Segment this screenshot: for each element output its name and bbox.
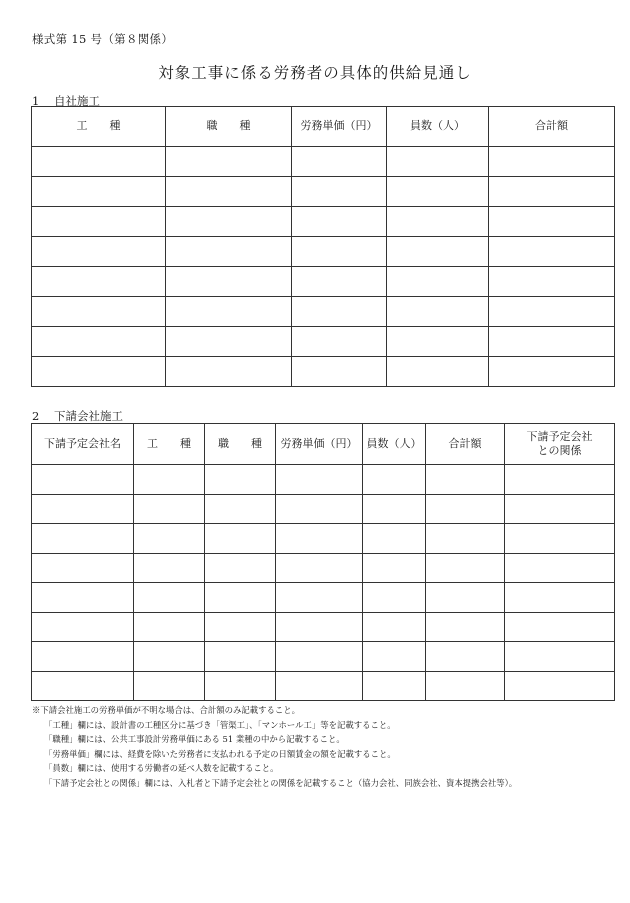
header-relationship: 下請予定会社 との関係 xyxy=(505,424,615,465)
subcontract-cell[interactable] xyxy=(32,465,134,495)
header-job-type: 職 種 xyxy=(166,107,292,147)
self-construction-cell[interactable] xyxy=(166,267,292,297)
self-construction-cell[interactable] xyxy=(32,327,166,357)
section1-title: 自社施工 xyxy=(54,94,100,108)
self-construction-cell[interactable] xyxy=(387,207,489,237)
subcontract-cell[interactable] xyxy=(276,671,363,701)
table-row xyxy=(32,147,615,177)
subcontract-cell[interactable] xyxy=(505,494,615,524)
subcontract-cell[interactable] xyxy=(276,494,363,524)
self-construction-cell[interactable] xyxy=(489,207,615,237)
self-construction-cell[interactable] xyxy=(387,147,489,177)
subcontract-cell[interactable] xyxy=(505,524,615,554)
header-unit-wage: 労務単価（円） xyxy=(292,107,387,147)
header-total: 合計額 xyxy=(426,424,505,465)
subcontract-cell[interactable] xyxy=(205,465,276,495)
subcontract-cell[interactable] xyxy=(363,671,426,701)
subcontract-cell[interactable] xyxy=(426,583,505,613)
self-construction-cell[interactable] xyxy=(292,267,387,297)
section2-title: 下請会社施工 xyxy=(54,409,123,423)
self-construction-cell[interactable] xyxy=(166,357,292,387)
self-construction-cell[interactable] xyxy=(387,267,489,297)
form-number: 様式第 15 号（第８関係） xyxy=(32,32,174,46)
table-row xyxy=(32,297,615,327)
table-row xyxy=(32,327,615,357)
subcontract-cell[interactable] xyxy=(276,524,363,554)
subcontract-cell[interactable] xyxy=(205,553,276,583)
subcontract-cell[interactable] xyxy=(426,465,505,495)
note-line: 「工種」欄には、設計書の工種区分に基づき「管渠工」、「マンホール工」等を記載すること。 xyxy=(44,719,396,730)
self-construction-cell[interactable] xyxy=(32,207,166,237)
subcontract-cell[interactable] xyxy=(134,612,205,642)
header-headcount: 員数（人） xyxy=(363,424,426,465)
table-row xyxy=(32,177,615,207)
subcontract-cell[interactable] xyxy=(276,583,363,613)
subcontract-cell[interactable] xyxy=(32,642,134,672)
subcontract-cell[interactable] xyxy=(134,465,205,495)
self-construction-cell[interactable] xyxy=(32,237,166,267)
self-construction-cell[interactable] xyxy=(166,177,292,207)
self-construction-cell[interactable] xyxy=(292,327,387,357)
subcontract-cell[interactable] xyxy=(363,524,426,554)
subcontract-cell[interactable] xyxy=(205,583,276,613)
self-construction-cell[interactable] xyxy=(489,177,615,207)
self-construction-cell[interactable] xyxy=(32,267,166,297)
subcontract-cell[interactable] xyxy=(205,671,276,701)
header-work-type: 工 種 xyxy=(32,107,166,147)
subcontract-cell[interactable] xyxy=(505,642,615,672)
note-line: 「員数」欄には、使用する労働者の延べ人数を記載すること。 xyxy=(44,763,279,774)
table-header-row xyxy=(32,107,615,147)
note-line: ※下請会社施工の労務単価が不明な場合は、合計額のみ記載すること。 xyxy=(32,705,300,715)
subcontract-cell[interactable] xyxy=(205,642,276,672)
subcontract-cell[interactable] xyxy=(426,524,505,554)
table-row xyxy=(32,465,615,495)
subcontract-cell[interactable] xyxy=(426,612,505,642)
note-line: 「下請予定会社との関係」欄には、入札者と下請予定会社との関係を記載すること（協力会社、同族会社、資本提携会社等）。 xyxy=(44,777,518,788)
header-unit-wage: 労務単価（円） xyxy=(276,424,363,465)
subcontract-cell[interactable] xyxy=(363,612,426,642)
subcontract-cell[interactable] xyxy=(505,671,615,701)
subcontract-cell[interactable] xyxy=(363,553,426,583)
subcontract-cell[interactable] xyxy=(426,671,505,701)
subcontract-cell[interactable] xyxy=(205,494,276,524)
table-header-row xyxy=(32,424,615,465)
subcontract-cell[interactable] xyxy=(134,583,205,613)
subcontract-cell[interactable] xyxy=(32,671,134,701)
subcontract-cell[interactable] xyxy=(32,524,134,554)
subcontract-cell[interactable] xyxy=(363,494,426,524)
subcontract-cell[interactable] xyxy=(363,465,426,495)
self-construction-cell[interactable] xyxy=(166,207,292,237)
subcontract-cell[interactable] xyxy=(505,553,615,583)
table-row xyxy=(32,207,615,237)
header-total: 合計額 xyxy=(489,107,615,147)
self-construction-cell[interactable] xyxy=(292,147,387,177)
self-construction-cell[interactable] xyxy=(32,357,166,387)
self-construction-cell[interactable] xyxy=(387,357,489,387)
table-row xyxy=(32,524,615,554)
subcontract-cell[interactable] xyxy=(32,583,134,613)
subcontract-cell[interactable] xyxy=(134,524,205,554)
section2-heading xyxy=(32,408,123,424)
subcontract-cell[interactable] xyxy=(32,553,134,583)
self-construction-cell[interactable] xyxy=(387,177,489,207)
subcontract-cell[interactable] xyxy=(205,612,276,642)
self-construction-cell[interactable] xyxy=(166,147,292,177)
header-work-type: 工 種 xyxy=(134,424,205,465)
header-headcount: 員数（人） xyxy=(387,107,489,147)
self-construction-cell[interactable] xyxy=(292,297,387,327)
self-construction-cell[interactable] xyxy=(489,357,615,387)
self-construction-cell[interactable] xyxy=(292,207,387,237)
subcontract-cell[interactable] xyxy=(276,553,363,583)
subcontract-cell[interactable] xyxy=(32,612,134,642)
header-job-type: 職 種 xyxy=(205,424,276,465)
self-construction-cell[interactable] xyxy=(292,237,387,267)
subcontract-cell[interactable] xyxy=(505,583,615,613)
self-construction-cell[interactable] xyxy=(166,297,292,327)
self-construction-cell[interactable] xyxy=(489,237,615,267)
table-row xyxy=(32,612,615,642)
table-row xyxy=(32,671,615,701)
subcontract-cell[interactable] xyxy=(363,583,426,613)
subcontract-cell[interactable] xyxy=(276,642,363,672)
self-construction-cell[interactable] xyxy=(292,357,387,387)
self-construction-cell[interactable] xyxy=(489,147,615,177)
subcontract-cell[interactable] xyxy=(205,524,276,554)
self-construction-cell[interactable] xyxy=(387,297,489,327)
subcontract-cell[interactable] xyxy=(426,642,505,672)
subcontract-cell[interactable] xyxy=(426,494,505,524)
notes xyxy=(32,703,622,791)
table-row xyxy=(32,237,615,267)
self-construction-cell[interactable] xyxy=(387,237,489,267)
self-construction-cell[interactable] xyxy=(489,267,615,297)
self-construction-cell[interactable] xyxy=(32,297,166,327)
self-construction-cell[interactable] xyxy=(292,177,387,207)
subcontract-cell[interactable] xyxy=(134,642,205,672)
subcontract-cell[interactable] xyxy=(276,465,363,495)
page-title: 対象工事に係る労務者の具体的供給見通し xyxy=(158,64,472,82)
self-construction-cell[interactable] xyxy=(489,297,615,327)
self-construction-cell[interactable] xyxy=(166,327,292,357)
subcontract-cell[interactable] xyxy=(505,612,615,642)
self-construction-table xyxy=(31,106,615,387)
section2-number: 2 xyxy=(32,409,40,423)
subcontract-cell[interactable] xyxy=(426,553,505,583)
subcontract-cell[interactable] xyxy=(363,642,426,672)
table-row xyxy=(32,583,615,613)
section1-number: 1 xyxy=(32,94,40,108)
self-construction-cell[interactable] xyxy=(489,327,615,357)
table-row xyxy=(32,553,615,583)
self-construction-cell[interactable] xyxy=(166,237,292,267)
subcontract-cell[interactable] xyxy=(505,465,615,495)
table-row xyxy=(32,357,615,387)
table-row xyxy=(32,494,615,524)
table-row xyxy=(32,642,615,672)
self-construction-cell[interactable] xyxy=(32,177,166,207)
self-construction-cell[interactable] xyxy=(387,327,489,357)
subcontract-cell[interactable] xyxy=(276,612,363,642)
subcontract-cell[interactable] xyxy=(134,671,205,701)
header-subcontractor-name: 下請予定会社名 xyxy=(32,424,134,465)
subcontract-cell[interactable] xyxy=(134,494,205,524)
note-line: 「労務単価」欄には、経費を除いた労務者に支払われる予定の日額賃金の額を記載すること。 xyxy=(44,748,396,759)
subcontract-table xyxy=(31,423,615,701)
table-row xyxy=(32,267,615,297)
subcontract-cell[interactable] xyxy=(134,553,205,583)
self-construction-cell[interactable] xyxy=(32,147,166,177)
note-line: 「職種」欄には、公共工事設計労務単価にある 51 業種の中から記載すること。 xyxy=(44,734,345,745)
subcontract-cell[interactable] xyxy=(32,494,134,524)
